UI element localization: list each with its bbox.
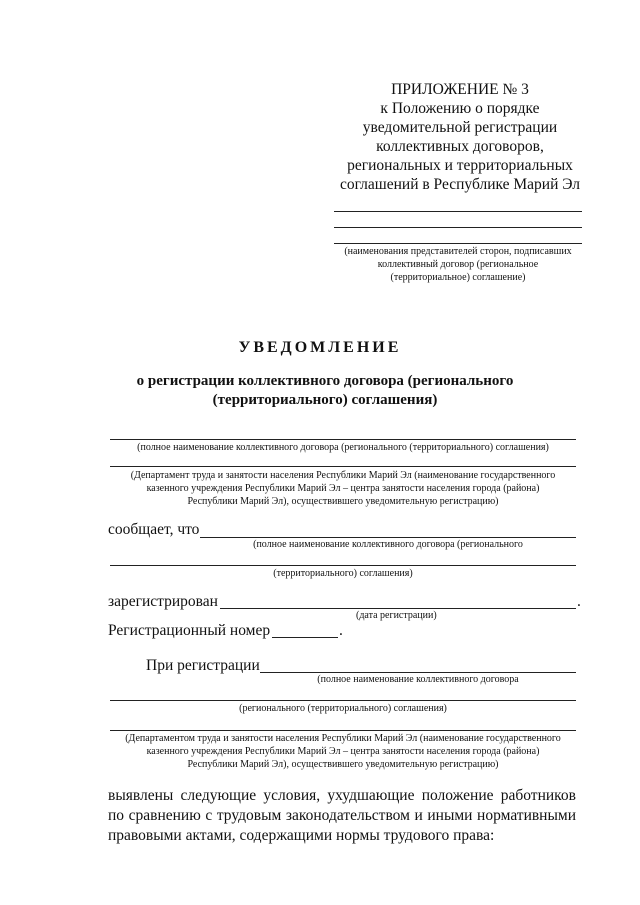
registration-date-caption: (дата регистрации)	[356, 610, 437, 621]
appendix-header	[320, 80, 600, 194]
body-paragraph: выявлены следующие условия, ухудшающие положение работников по сравнению с трудовым законодательством и иными нормативными правовыми актами, содержащими нормы трудового права:	[108, 787, 576, 844]
representatives-blank-line	[334, 227, 582, 228]
document-subtitle: о регистрации коллективного договора (регионального (территориального) соглашения)	[136, 373, 514, 408]
appendix-line: к Положению о порядке	[380, 100, 540, 117]
representatives-caption: (наименования представителей сторон, подписавших коллективный договор (региональное (территориальное) соглашение)	[344, 246, 572, 283]
agreement-name-caption-part2: (территориального) соглашения)	[273, 568, 413, 579]
agreement-name-caption-b1: (полное наименование коллективного договора	[317, 674, 519, 685]
department-line	[110, 466, 576, 467]
department-caption-2: (Департаментом труда и занятости населения Республики Марий Эл (наименование государственного казенного учреждения Республики Марий Эл – центра занятости населения города (района) Республики Марий Эл), осуществившего уведомительную регистрацию)	[125, 733, 561, 770]
agreement-name-caption-b2: (регионального (территориального) соглашения)	[239, 703, 447, 714]
department-caption: (Департамент труда и занятости населения Республики Марий Эл (наименование государственного казенного учреждения Республики Марий Эл – центра занятости населения города (района) Республики Марий Эл), осуществившего уведомительную регистрацию)	[130, 470, 556, 507]
appendix-line: коллективных договоров,	[376, 138, 544, 155]
registered-end: .	[577, 593, 581, 610]
registered-label: зарегистрирован	[108, 593, 218, 610]
agreement-name-caption-part1: (полное наименование коллективного договора (регионального	[253, 539, 523, 550]
agreement-name-line	[110, 439, 576, 440]
appendix-line: региональных и территориальных	[347, 157, 573, 174]
document-title: УВЕДОМЛЕНИЕ	[238, 339, 402, 356]
registration-number-label: Регистрационный номер	[108, 622, 271, 639]
at-registration-label: При регистрации	[146, 657, 260, 674]
representatives-blank-line	[334, 211, 582, 212]
registration-number-end: .	[339, 622, 343, 639]
representatives-blank-line	[334, 243, 582, 244]
registration-number-line	[272, 637, 338, 638]
agreement-name-line-3	[110, 700, 576, 701]
reports-that-label: сообщает, что	[108, 521, 200, 538]
agreement-name-line-2	[110, 565, 576, 566]
department-line-2	[110, 730, 576, 731]
appendix-number: ПРИЛОЖЕНИЕ № 3	[391, 81, 529, 98]
appendix-line: уведомительной регистрации	[362, 119, 558, 136]
agreement-name-caption: (полное наименование коллективного договора (регионального (территориального) соглашения)	[137, 442, 549, 453]
appendix-line: соглашений в Республике Марий Эл	[339, 176, 581, 193]
